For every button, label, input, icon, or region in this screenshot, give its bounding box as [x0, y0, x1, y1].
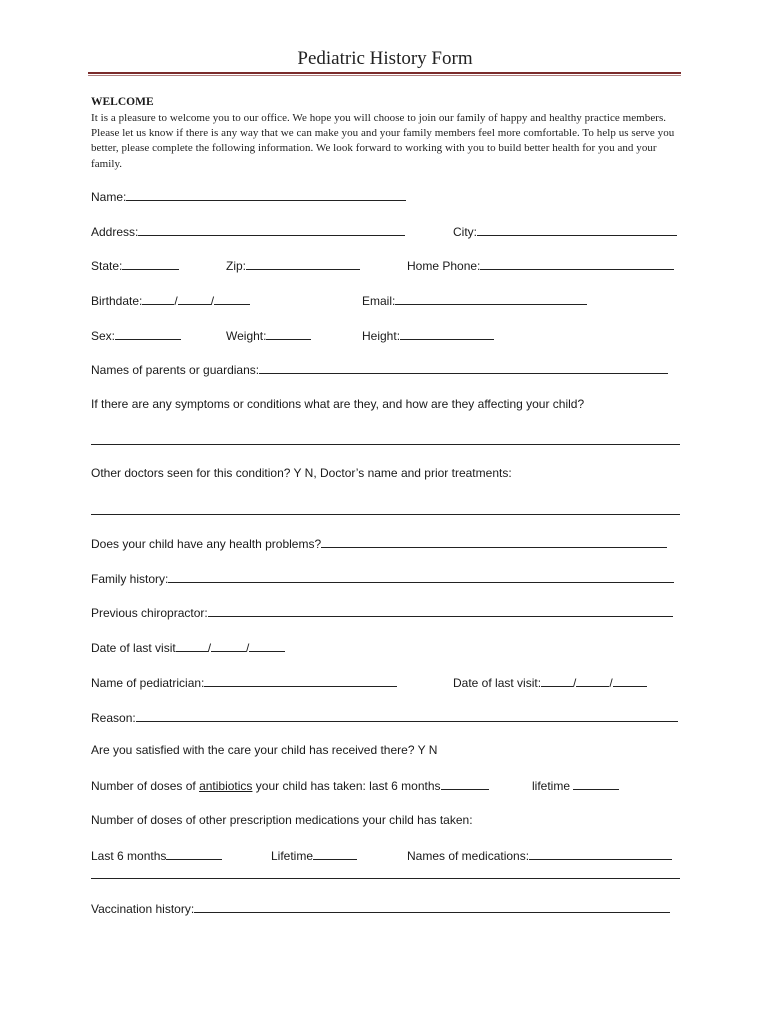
parents-row	[91, 362, 668, 377]
reason-input[interactable]	[136, 710, 678, 722]
ped-visit-year-input[interactable]	[613, 675, 647, 687]
meds-lifetime-label: Lifetime	[271, 849, 314, 863]
state-input[interactable]	[122, 258, 179, 270]
birth-day-input[interactable]	[178, 293, 211, 305]
antibiotics-lifetime-input[interactable]	[573, 778, 619, 790]
name-label: Name:	[91, 190, 127, 204]
antibiotics-lifetime-label: lifetime	[532, 779, 574, 793]
home-phone-input[interactable]	[480, 258, 674, 270]
name-input[interactable]	[126, 189, 406, 201]
welcome-heading: WELCOME	[91, 96, 154, 108]
home-phone-label: Home Phone:	[407, 259, 481, 273]
city-label: City:	[453, 225, 477, 239]
last-visit-label: Date of last visit	[91, 641, 176, 655]
reason-label: Reason:	[91, 711, 136, 725]
antibiotics-word: antibiotics	[199, 779, 253, 793]
date-separator: /	[246, 641, 250, 655]
sex-row	[91, 328, 181, 343]
prev-chiro-row	[91, 605, 673, 620]
zip-label: Zip:	[226, 259, 247, 273]
height-input[interactable]	[400, 328, 494, 340]
ped-visit-day-input[interactable]	[576, 675, 609, 687]
vaccination-input[interactable]	[194, 901, 670, 913]
weight-input[interactable]	[266, 328, 311, 340]
health-problems-input[interactable]	[321, 536, 667, 548]
city-row	[453, 224, 677, 239]
meds-last6-label: Last 6 months	[91, 849, 167, 863]
other-doctors-question: Other doctors seen for this condition? Y N, Doctor’s name and prior treatments:	[91, 466, 512, 480]
antibiotics-label-pre: Number of doses of	[91, 779, 200, 793]
other-doctors-input[interactable]	[91, 514, 680, 515]
meds-lifetime-input[interactable]	[313, 848, 357, 860]
date-separator: /	[174, 294, 178, 308]
antibiotics-label-post: your child has taken: last 6 months	[252, 779, 441, 793]
name-row	[91, 189, 406, 204]
zip-row	[226, 258, 360, 273]
date-separator: /	[210, 294, 215, 308]
family-history-label: Family history:	[91, 572, 169, 586]
meds-names-label: Names of medications:	[407, 849, 530, 863]
sex-label: Sex:	[91, 329, 116, 343]
other-meds-question: Number of doses of other prescription medications your child has taken:	[91, 813, 473, 827]
home-phone-row	[407, 258, 674, 273]
zip-input[interactable]	[246, 258, 360, 270]
birthdate-label: Birthdate:	[91, 294, 143, 308]
height-row	[362, 328, 494, 343]
prev-chiro-label: Previous chiropractor:	[91, 606, 208, 620]
satisfied-question: Are you satisfied with the care your child has received there? Y N	[91, 743, 438, 757]
ped-visit-month-input[interactable]	[541, 675, 573, 687]
symptoms-question: If there are any symptoms or conditions what are they, and how are they affecting your child?	[91, 397, 585, 411]
antibiotics-lifetime-row	[532, 778, 619, 793]
last-visit-row	[91, 640, 285, 655]
title-rule-thin	[88, 75, 681, 76]
birth-year-input[interactable]	[214, 293, 250, 305]
pediatrician-input[interactable]	[204, 675, 397, 687]
date-separator: /	[207, 641, 212, 655]
city-input[interactable]	[477, 224, 677, 236]
meds-names-input[interactable]	[529, 848, 672, 860]
last-visit-day-input[interactable]	[211, 640, 246, 652]
state-label: State:	[91, 259, 123, 273]
vaccination-label: Vaccination history:	[91, 902, 195, 916]
email-row	[362, 293, 587, 308]
state-row	[91, 258, 179, 273]
title-rule	[88, 72, 681, 74]
sex-input[interactable]	[115, 328, 181, 340]
date-separator: /	[573, 676, 577, 690]
weight-label: Weight:	[226, 329, 267, 343]
health-problems-row	[91, 536, 667, 551]
last-visit-month-input[interactable]	[176, 640, 208, 652]
pediatrician-label: Name of pediatrician:	[91, 676, 205, 690]
email-input[interactable]	[395, 293, 587, 305]
height-label: Height:	[362, 329, 401, 343]
form-title: Pediatric History Form	[297, 48, 473, 69]
symptoms-input[interactable]	[91, 444, 680, 445]
prev-chiro-input[interactable]	[208, 605, 673, 617]
meds-names-extra-line[interactable]	[91, 878, 680, 879]
pediatrician-visit-label: Date of last visit:	[453, 676, 542, 690]
address-input[interactable]	[138, 224, 405, 236]
meds-names-row	[407, 848, 672, 863]
birthdate-row	[91, 293, 250, 308]
meds-last6-input[interactable]	[166, 848, 222, 860]
meds-lifetime-row	[271, 848, 357, 863]
vaccination-row	[91, 901, 670, 916]
reason-row	[91, 710, 678, 725]
weight-row	[226, 328, 311, 343]
date-separator: /	[609, 676, 613, 690]
parents-input[interactable]	[259, 362, 668, 374]
pediatrician-row	[91, 675, 397, 690]
health-problems-label: Does your child have any health problems?	[91, 537, 322, 551]
antibiotics-row	[91, 778, 489, 793]
welcome-paragraph: It is a pleasure to welcome you to our office. We hope you will choose to join our family of happy and healthy practice members. Please let us know if there is any way that we can make you and your family members feel more comfortable. To help us serve you better, please complete the following information. We look forward to working with you to build better health for you and your family.	[91, 112, 675, 170]
antibiotics-last6-input[interactable]	[441, 778, 489, 790]
birth-month-input[interactable]	[142, 293, 174, 305]
family-history-input[interactable]	[168, 571, 674, 583]
address-label: Address:	[91, 225, 139, 239]
meds-last6-row	[91, 848, 222, 863]
pediatrician-visit-row	[453, 675, 647, 690]
family-history-row	[91, 571, 674, 586]
parents-label: Names of parents or guardians:	[91, 363, 260, 377]
last-visit-year-input[interactable]	[249, 640, 285, 652]
address-row	[91, 224, 405, 239]
email-label: Email:	[362, 294, 396, 308]
